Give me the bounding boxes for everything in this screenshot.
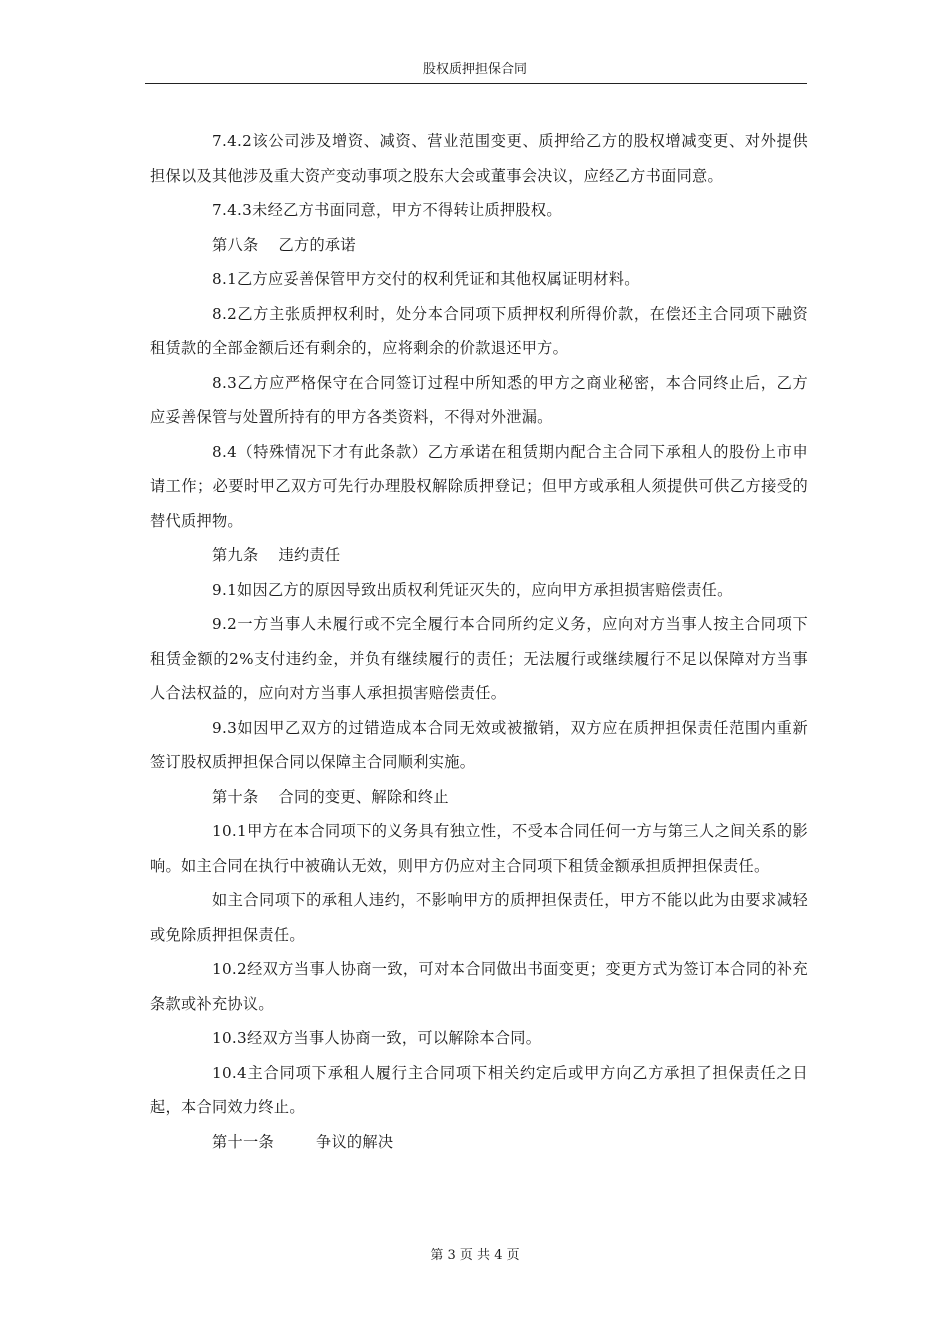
clause-paragraph: 8.2乙方主张质押权利时，处分本合同项下质押权利所得价款，在偿还主合同项下融资租赁款的全部金额后还有剩余的，应将剩余的价款退还甲方。 bbox=[150, 304, 808, 357]
clause-paragraph: 10.4主合同项下承租人履行主合同项下相关约定后或甲方向乙方承担了担保责任之日起，本合同效力终止。 bbox=[150, 1063, 808, 1116]
clause-paragraph: 10.2经双方当事人协商一致，可对本合同做出书面变更；变更方式为签订本合同的补充条款或补充协议。 bbox=[150, 960, 808, 1013]
clause-paragraph: 8.3乙方应严格保守在合同签订过程中所知悉的甲方之商业秘密，本合同终止后，乙方应妥善保管与处置所持有的甲方各类资料，不得对外泄漏。 bbox=[150, 373, 808, 426]
clause-paragraph: 10.1甲方在本合同项下的义务具有独立性，不受本合同任何一方与第三人之间关系的影响。如主合同在执行中被确认无效，则甲方仍应对主合同项下租赁金额承担质押担保责任。 bbox=[150, 822, 808, 875]
section-heading bbox=[150, 780, 808, 815]
section-title: 违约责任 bbox=[278, 546, 341, 564]
section-title: 合同的变更、解除和终止 bbox=[278, 787, 449, 806]
section-number: 第十条 bbox=[212, 787, 259, 806]
clause-paragraph: 9.3如因甲乙双方的过错造成本合同无效或被撤销，双方应在质押担保责任范围内重新签订股权质押担保合同以保障主合同顺利实施。 bbox=[150, 718, 808, 771]
section-number: 第九条 bbox=[212, 546, 259, 564]
page-header-title: 股权质押担保合同 bbox=[422, 62, 527, 77]
section-number: 第十一条 bbox=[212, 1132, 274, 1151]
section-title: 乙方的承诺 bbox=[278, 235, 356, 254]
clause-paragraph: 8.1乙方应妥善保管甲方交付的权利凭证和其他权属证明材料。 bbox=[212, 270, 640, 288]
document-body bbox=[150, 124, 808, 1159]
clause-paragraph: 9.2一方当事人未履行或不完全履行本合同所约定义务，应向对方当事人按主合同项下租赁金额的2%支付违约金，并负有继续履行的责任；无法履行或继续履行不足以保障对方当事人合法权益的，应向对方当事人承担损害赔偿责任。 bbox=[150, 615, 808, 702]
header-divider bbox=[145, 83, 807, 84]
section-heading bbox=[150, 538, 808, 573]
section-heading bbox=[150, 228, 808, 263]
clause-paragraph: 如主合同项下的承租人违约，不影响甲方的质押担保责任，甲方不能以此为由要求减轻或免除质押担保责任。 bbox=[150, 891, 808, 944]
section-number: 第八条 bbox=[212, 235, 259, 254]
clause-paragraph: 9.1如因乙方的原因导致出质权利凭证灭失的，应向甲方承担损害赔偿责任。 bbox=[212, 580, 733, 599]
section-title: 争议的解决 bbox=[315, 1132, 394, 1151]
section-heading bbox=[150, 1125, 808, 1160]
clause-paragraph: 7.4.3未经乙方书面同意，甲方不得转让质押股权。 bbox=[212, 201, 562, 219]
clause-paragraph: 10.3经双方当事人协商一致，可以解除本合同。 bbox=[212, 1029, 542, 1047]
clause-paragraph: 7.4.2该公司涉及增资、减资、营业范围变更、质押给乙方的股权增减变更、对外提供担保以及其他涉及重大资产变动事项之股东大会或董事会决议，应经乙方书面同意。 bbox=[150, 132, 808, 185]
clause-paragraph: 8.4（特殊情况下才有此条款）乙方承诺在租赁期内配合主合同下承租人的股份上市申请工作；必要时甲乙双方可先行办理股权解除质押登记；但甲方或承租人须提供可供乙方接受的替代质押物。 bbox=[150, 442, 808, 530]
page-number: 第 3 页 共 4 页 bbox=[430, 1248, 520, 1263]
